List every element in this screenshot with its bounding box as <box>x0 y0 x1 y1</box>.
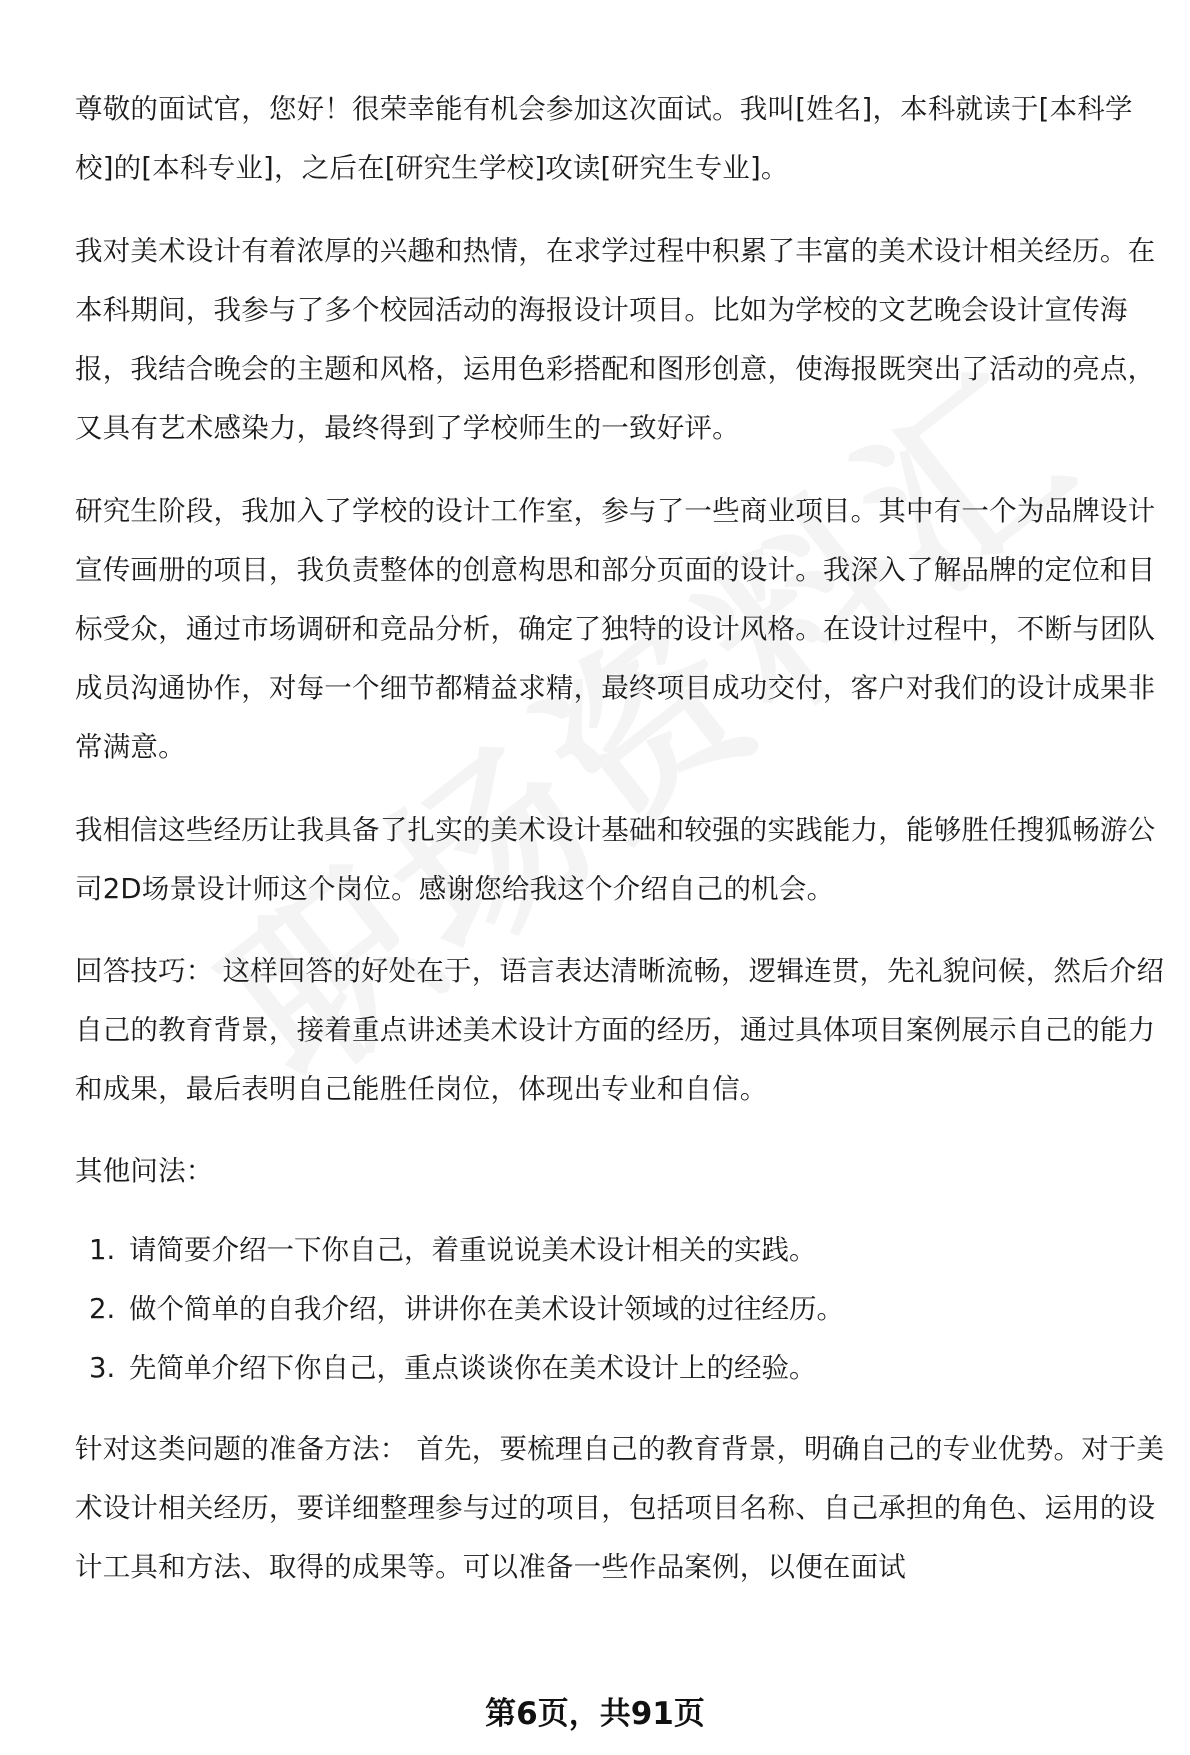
list-number: 1. <box>89 1234 116 1266</box>
paragraph-prep: 针对这类问题的准备方法： 首先，要梳理自己的教育背景，明确自己的专业优势。对于美术设计相关经历，要详细整理参与过的项目，包括项目名称、自己承担的角色、运用的设计工具和方法、取得的成果等。可以准备一些作品案例，以便在面试 <box>75 1433 1165 1583</box>
list-item <box>89 1221 1165 1280</box>
paragraph-intro: 尊敬的面试官，您好！很荣幸能有机会参加这次面试。我叫[姓名]，本科就读于[本科学校]的[本科专业]，之后在[研究生学校]攻读[研究生专业]。 <box>75 93 1133 184</box>
list-item-text: 做个简单的自我介绍，讲讲你在美术设计领域的过往经历。 <box>129 1293 844 1325</box>
list-item <box>89 1339 1165 1398</box>
list-number: 2. <box>89 1293 116 1325</box>
question-list <box>75 1221 1165 1398</box>
other-questions-heading: 其他问法： <box>75 1155 214 1187</box>
list-item-text: 请简要介绍一下你自己，着重说说美术设计相关的实践。 <box>129 1234 817 1266</box>
document-body <box>75 80 1165 1597</box>
paragraph-undergrad: 我对美术设计有着浓厚的兴趣和热情，在求学过程中积累了丰富的美术设计相关经历。在本科期间，我参与了多个校园活动的海报设计项目。比如为学校的文艺晚会设计宣传海报，我结合晚会的主题和风格，运用色彩搭配和图形创意，使海报既突出了活动的亮点，又具有艺术感染力，最终得到了学校师生的一致好评。 <box>75 235 1156 444</box>
list-item <box>89 1280 1165 1339</box>
paragraph-grad: 研究生阶段，我加入了学校的设计工作室，参与了一些商业项目。其中有一个为品牌设计宣传画册的项目，我负责整体的创意构思和部分页面的设计。我深入了解品牌的定位和目标受众，通过市场调研和竞品分析，确定了独特的设计风格。在设计过程中，不断与团队成员沟通协作，对每一个细节都精益求精，最终项目成功交付，客户对我们的设计成果非常满意。 <box>75 495 1156 763</box>
paragraph-closing: 我相信这些经历让我具备了扎实的美术设计基础和较强的实践能力，能够胜任搜狐畅游公司2D场景设计师这个岗位。感谢您给我这个介绍自己的机会。 <box>75 814 1156 905</box>
list-item-text: 先简单介绍下你自己，重点谈谈你在美术设计上的经验。 <box>129 1352 817 1384</box>
list-number: 3. <box>89 1352 116 1384</box>
paragraph-tips: 回答技巧： 这样回答的好处在于，语言表达清晰流畅，逻辑连贯，先礼貌问候，然后介绍自己的教育背景，接着重点讲述美术设计方面的经历，通过具体项目案例展示自己的能力和成果，最后表明自己能胜任岗位，体现出专业和自信。 <box>75 955 1165 1105</box>
page-number-footer: 第6页，共91页 <box>485 1696 705 1732</box>
